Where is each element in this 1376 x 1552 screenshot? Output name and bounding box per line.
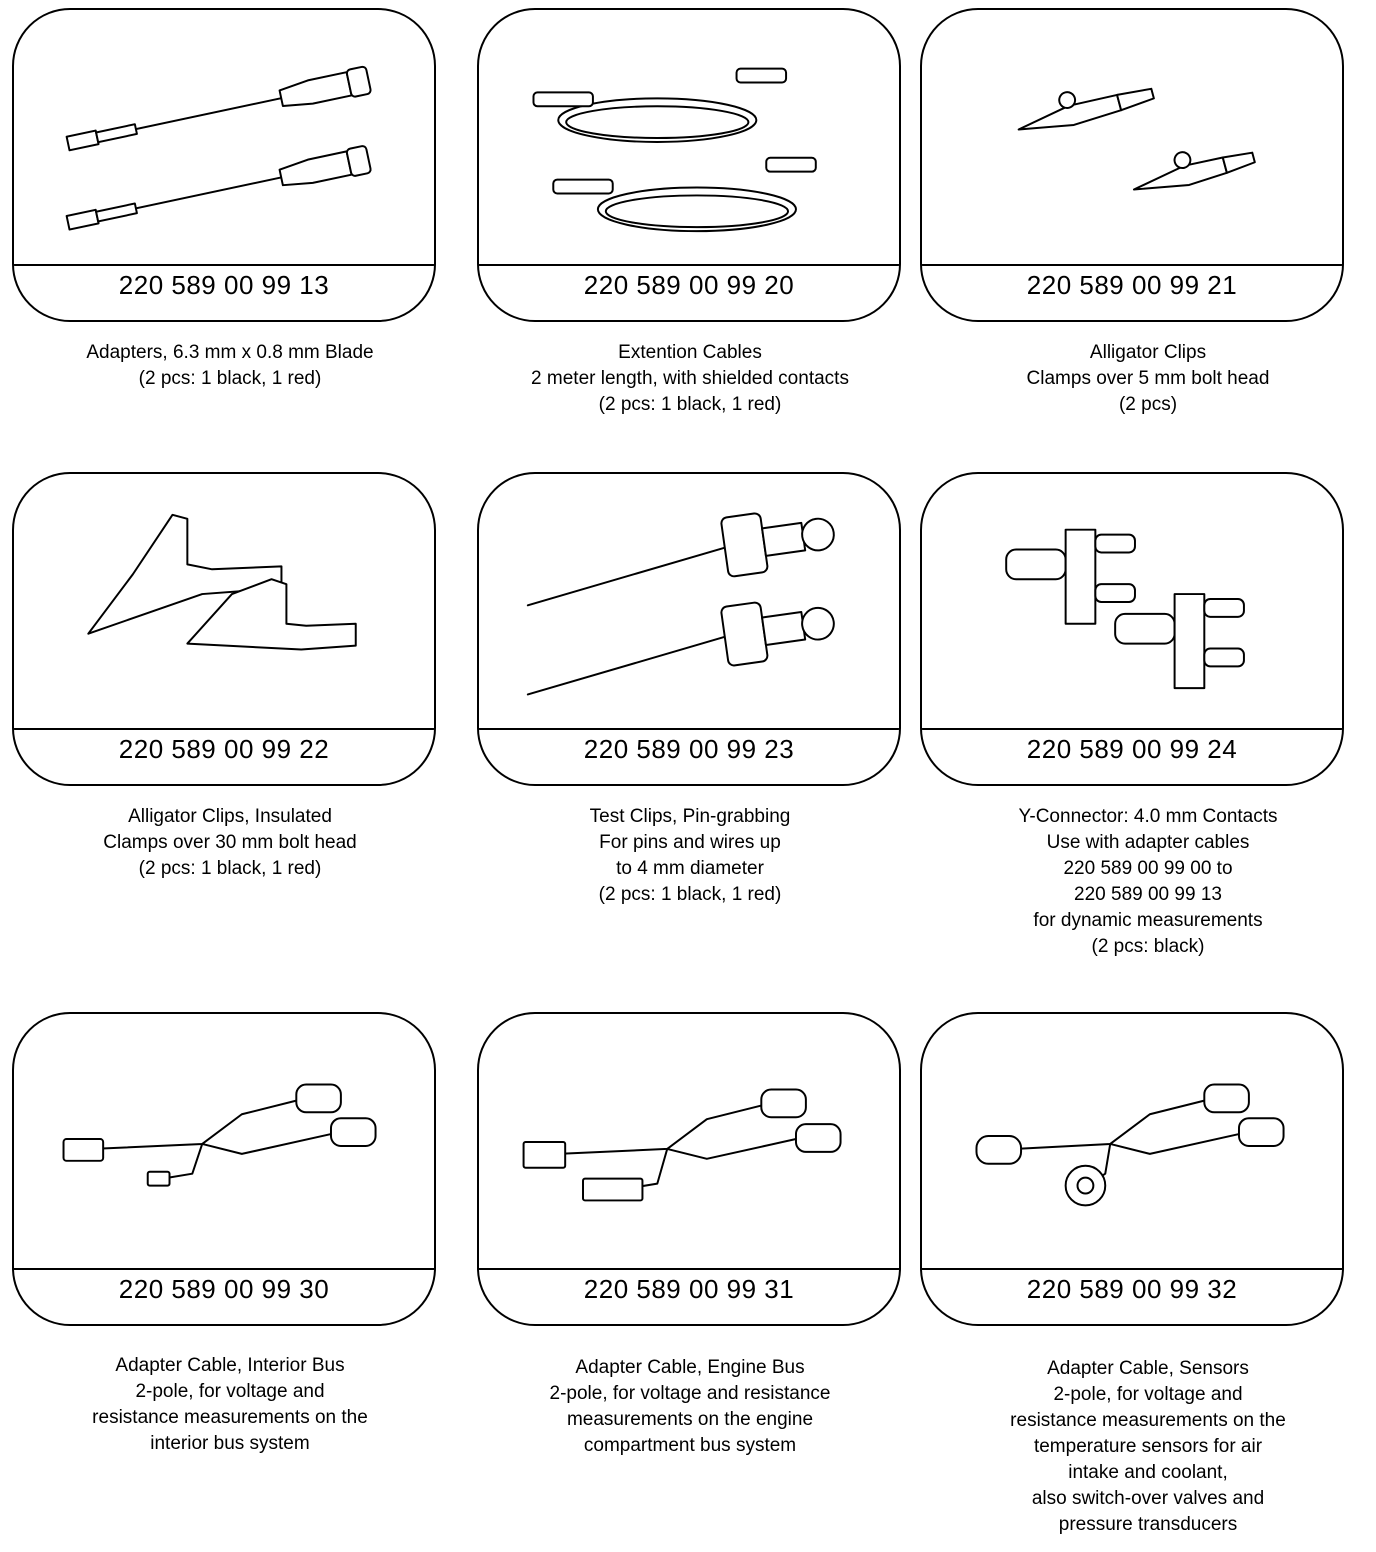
description-line: Use with adapter cables [1046,832,1250,853]
description-line: intake and coolant, [1068,1462,1228,1483]
description-line: Adapters, 6.3 mm x 0.8 mm Blade [86,342,374,363]
description-line: (2 pcs) [1118,394,1178,415]
description-line: Clamps over 5 mm bolt head [1026,368,1270,389]
part-number: 220 589 00 99 21 [1026,270,1238,300]
description-line: (2 pcs: 1 black, 1 red) [598,394,782,415]
description-220-589-00-99-30 [10,1353,450,1457]
description-220-589-00-99-24 [928,804,1368,960]
sensors-cable-illustration [922,1014,1342,1268]
description-line: resistance measurements on the [92,1407,368,1428]
card-divider [479,264,899,266]
description-line: For pins and wires up [599,832,781,853]
part-number: 220 589 00 99 30 [118,1274,330,1304]
card-divider [922,728,1342,730]
card-divider [479,728,899,730]
description-line: measurements on the engine [566,1409,814,1430]
blade-adapters-illustration [14,10,434,264]
card-220-589-00-99-13 [12,8,436,322]
description-220-589-00-99-31 [470,1355,910,1459]
description-line: Adapter Cable, Engine Bus [575,1357,805,1378]
description-line: Alligator Clips [1089,342,1207,363]
card-220-589-00-99-24 [920,472,1344,786]
description-line: compartment bus system [583,1435,797,1456]
description-line: Extention Cables [618,342,762,363]
part-number: 220 589 00 99 24 [1026,734,1238,764]
description-line: Clamps over 30 mm bolt head [103,832,357,853]
description-220-589-00-99-21 [928,340,1368,418]
card-220-589-00-99-21 [920,8,1344,322]
card-220-589-00-99-31 [477,1012,901,1326]
part-number: 220 589 00 99 32 [1026,1274,1238,1304]
card-divider [14,728,434,730]
description-line: for dynamic measurements [1033,910,1263,931]
description-line: (2 pcs: 1 black, 1 red) [138,858,322,879]
interior-bus-cable-illustration [14,1014,434,1268]
description-line: 2 meter length, with shielded contacts [531,368,849,389]
card-220-589-00-99-22 [12,472,436,786]
alligator-clips-illustration [922,10,1342,264]
description-line: Test Clips, Pin-grabbing [589,806,791,827]
card-220-589-00-99-32 [920,1012,1344,1326]
description-line: also switch-over valves and [1031,1488,1265,1509]
description-line: Y-Connector: 4.0 mm Contacts [1018,806,1278,827]
card-220-589-00-99-30 [12,1012,436,1326]
description-220-589-00-99-23 [470,804,910,908]
card-220-589-00-99-20 [477,8,901,322]
card-divider [922,264,1342,266]
description-line: Adapter Cable, Interior Bus [115,1355,345,1376]
description-line: (2 pcs: 1 black, 1 red) [138,368,322,389]
description-line: 220 589 00 99 13 [1074,884,1222,905]
card-divider [14,264,434,266]
description-line: (2 pcs: black) [1091,936,1205,957]
engine-bus-cable-illustration [479,1014,899,1268]
description-line: Adapter Cable, Sensors [1047,1358,1249,1379]
test-clips-illustration [479,474,899,728]
card-220-589-00-99-23 [477,472,901,786]
part-number: 220 589 00 99 13 [118,270,330,300]
description-line: interior bus system [150,1433,310,1454]
card-divider [14,1268,434,1270]
description-220-589-00-99-20 [470,340,910,418]
description-220-589-00-99-32 [928,1356,1368,1538]
description-line: Alligator Clips, Insulated [128,806,332,827]
description-line: 220 589 00 99 00 to [1063,858,1233,879]
description-line: to 4 mm diameter [616,858,764,879]
part-number: 220 589 00 99 20 [583,270,795,300]
description-220-589-00-99-13 [10,340,450,392]
y-connectors-illustration [922,474,1342,728]
description-line: temperature sensors for air [1033,1436,1263,1457]
part-number: 220 589 00 99 23 [583,734,795,764]
description-line: 2-pole, for voltage and resistance [549,1383,831,1404]
description-line: resistance measurements on the [1010,1410,1286,1431]
part-number: 220 589 00 99 31 [583,1274,795,1304]
insulated-alligator-clips-illustration [14,474,434,728]
description-line: pressure transducers [1058,1514,1238,1535]
description-line: (2 pcs: 1 black, 1 red) [598,884,782,905]
description-line: 2-pole, for voltage and [1053,1384,1243,1405]
description-line: 2-pole, for voltage and [135,1381,325,1402]
card-divider [479,1268,899,1270]
extension-cables-illustration [479,10,899,264]
part-number: 220 589 00 99 22 [118,734,330,764]
description-220-589-00-99-22 [10,804,450,882]
card-divider [922,1268,1342,1270]
